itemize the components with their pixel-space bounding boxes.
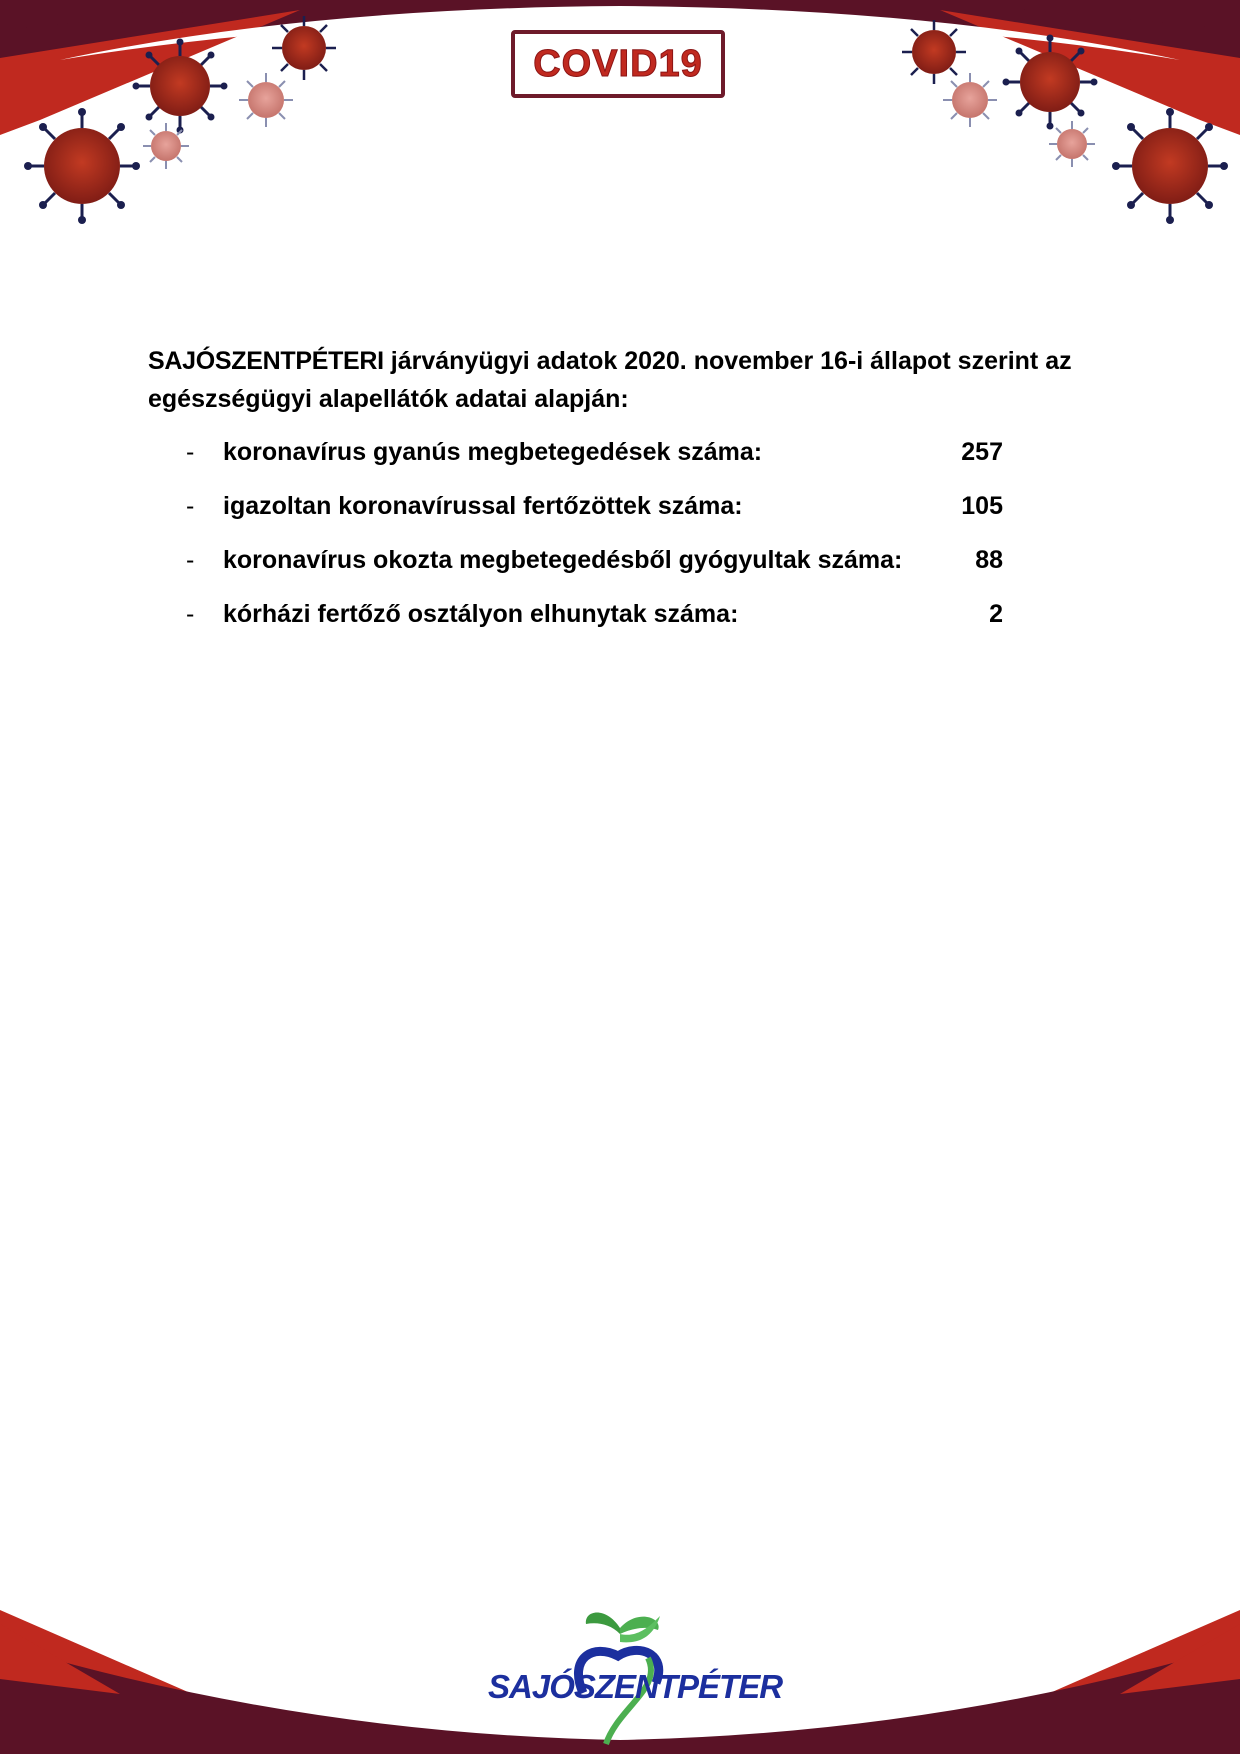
virus-icon xyxy=(24,108,140,224)
virus-icon xyxy=(1049,121,1095,167)
stat-value: 88 xyxy=(975,546,1003,574)
virus-icon xyxy=(1112,108,1228,224)
virus-cluster-left xyxy=(0,0,360,240)
virus-icon xyxy=(902,20,966,84)
bullet-dash: - xyxy=(186,546,195,574)
stats-list xyxy=(148,432,1108,648)
document-body xyxy=(148,342,1108,648)
stat-label: kórházi fertőző osztályon elhunytak száma: xyxy=(223,600,739,628)
stat-label: koronavírus gyanús megbetegedések száma: xyxy=(223,438,763,466)
virus-icon xyxy=(133,39,228,134)
stat-value: 105 xyxy=(961,492,1003,520)
virus-cluster-right xyxy=(880,0,1240,240)
sajoszentpeter-logo xyxy=(488,1598,783,1746)
stat-item-recovered xyxy=(148,540,1108,594)
covid19-badge xyxy=(511,30,725,98)
virus-icon xyxy=(1003,35,1098,130)
intro-text: járványügyi adatok 2020. november 16-i állapot szerint az egészségügyi alapellátók adatai alapján: xyxy=(148,347,1072,413)
virus-icon xyxy=(943,73,997,127)
bullet-dash: - xyxy=(186,438,195,466)
stat-label: koronavírus okozta megbetegedésből gyógyultak száma: xyxy=(223,546,903,574)
stat-item-confirmed xyxy=(148,486,1108,540)
logo-text: SAJÓSZENTPÉTER xyxy=(488,1668,783,1705)
stat-item-suspected xyxy=(148,432,1108,486)
bullet-dash: - xyxy=(186,492,195,520)
virus-icon xyxy=(239,73,293,127)
intro-place: SAJÓSZENTPÉTERI xyxy=(148,347,384,375)
virus-icon xyxy=(272,16,336,80)
stat-value: 257 xyxy=(961,438,1003,466)
intro-paragraph xyxy=(148,342,1108,418)
badge-text: COVID19 xyxy=(533,42,703,85)
bullet-dash: - xyxy=(186,600,195,628)
stat-label: igazoltan koronavírussal fertőzöttek száma: xyxy=(223,492,743,520)
stat-value: 2 xyxy=(989,600,1003,628)
stat-item-deceased xyxy=(148,594,1108,648)
